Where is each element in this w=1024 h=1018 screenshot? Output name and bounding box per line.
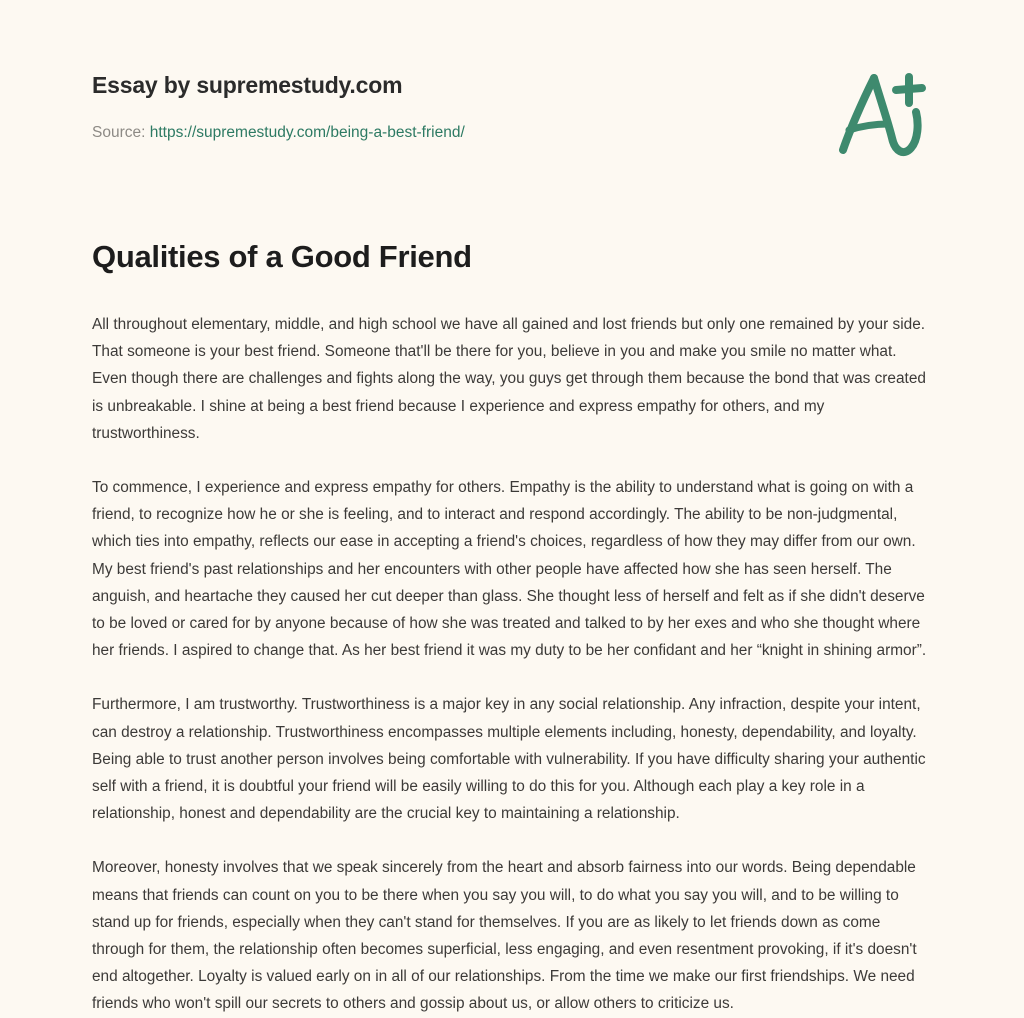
body-paragraph: Furthermore, I am trustworthy. Trustworthiness is a major key in any social relationship. Any infraction, despite your intent, can destroy a relationship. Trustworthiness encompasses multiple elements including, honesty, dependability, and loyalty. Being able to trust another person involves being comfortable with vulnerability. If you have difficulty sharing your authentic self with a friend, it is doubtful your friend will be easily willing to do this for you. Although each play a key role in a relationship, honest and dependability are the crucial key to maintaining a relationship.: [92, 696, 926, 823]
a-plus-logo-icon: [822, 58, 932, 168]
page-title: Qualities of a Good Friend: [92, 239, 472, 275]
document-body: [92, 277, 932, 1018]
source-url-link[interactable]: https://supremestudy.com/being-a-best-friend/: [149, 123, 465, 141]
source-line: [92, 124, 932, 143]
body-paragraph: Moreover, honesty involves that we speak sincerely from the heart and absorb fairness into our words. Being dependable means that friends can count on you to be there when you say you will, to do what you say you will, and to be willing to stand up for friends, especially when they can't stand for themselves. If you are as likely to let friends down as come through for them, the relationship often becomes superficial, less engaging, and even resentment provoking, if it's doesn't end altogether. Loyalty is valued early on in all of our relationships. From the time we make our first friendships. We need friends who won't spill our secrets to others and gossip about us, or allow others to criticize us.: [92, 859, 917, 1013]
site-title: Essay by supremestudy.com: [92, 72, 403, 98]
body-paragraph: To commence, I experience and express empathy for others. Empathy is the ability to understand what is going on with a friend, to recognize how he or she is feeling, and to interact and respond accordingly. The ability to be non-judgmental, which ties into empathy, reflects our ease in accepting a friend's choices, regardless of how they may differ from our own. My best friend's past relationships and her encounters with other people have affected how she has seen herself. The anguish, and heartache they caused her cut deeper than glass. She thought less of herself and felt as if she didn't deserve to be loved or cared for by anyone because of how she was treated and talked to by her exes and who she thought where her friends. I aspired to change that. As her best friend it was my duty to be her confidant and her “knight in shining armor”.: [92, 478, 927, 660]
source-label: Source:: [92, 123, 146, 141]
document-header: [92, 0, 932, 142]
body-paragraph: All throughout elementary, middle, and high school we have all gained and lost friends but only one remained by your side. That someone is your best friend. Someone that'll be there for you, believe in you and make you smile no matter what. Even though there are challenges and fights along the way, you guys get through them because the bond that was created is unbreakable. I shine at being a best friend because I experience and express empathy for others, and my trustworthiness.: [92, 315, 926, 442]
